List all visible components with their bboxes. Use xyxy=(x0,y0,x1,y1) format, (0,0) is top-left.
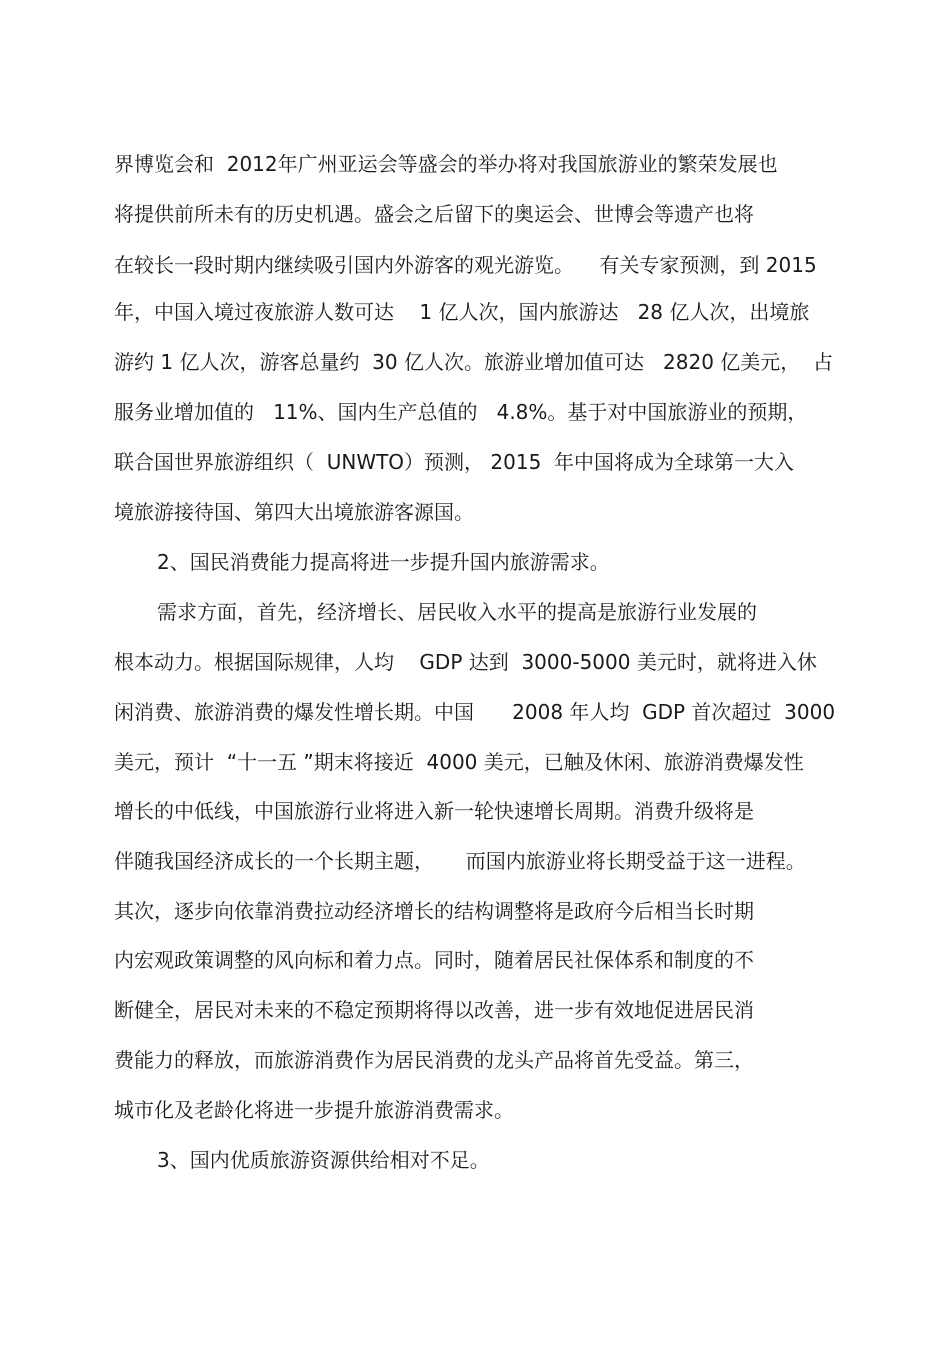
text-line: 需求方面，首先，经济增长、居民收入水平的提高是旅游行业发展的 xyxy=(157,600,757,624)
text-line: 服务业增加值的 11%、国内生产总值的 4.8%。基于对中国旅游业的预期， xyxy=(114,400,808,424)
text-line: 城市化及老龄化将进一步提升旅游消费需求。 xyxy=(114,1098,514,1122)
text-line: 将提供前所未有的历史机遇。盛会之后留下的奥运会、世博会等遗产也将 xyxy=(114,202,754,226)
text-line: 伴随我国经济成长的一个长期主题， 而国内旅游业将长期受益于这一进程。 xyxy=(114,849,806,873)
text-line: 闲消费、旅游消费的爆发性增长期。中国 2008 年人均 GDP 首次超过 3000 xyxy=(114,700,836,724)
text-line: 增长的中低线，中国旅游行业将进入新一轮快速增长周期。消费升级将是 xyxy=(114,799,754,823)
text-line: 游约 1 亿人次，游客总量约 30 亿人次。旅游业增加值可达 2820 亿美元， 占 xyxy=(114,350,834,374)
text-line: 断健全，居民对未来的不稳定预期将得以改善，进一步有效地促进居民消 xyxy=(114,998,754,1022)
text-line: 界博览会和 2012年广州亚运会等盛会的举办将对我国旅游业的繁荣发展也 xyxy=(114,152,778,176)
text-line: 年，中国入境过夜旅游人数可达 1 亿人次，国内旅游达 28 亿人次，出境旅 xyxy=(114,300,810,324)
text-line: 费能力的释放，而旅游消费作为居民消费的龙头产品将首先受益。第三， xyxy=(114,1048,754,1072)
text-line: 根本动力。根据国际规律，人均 GDP 达到 3000-5000 美元时，就将进入休 xyxy=(114,650,817,674)
section-heading: 2、国民消费能力提高将进一步提升国内旅游需求。 xyxy=(157,550,610,574)
text-line: 其次，逐步向依靠消费拉动经济增长的结构调整将是政府今后相当长时期 xyxy=(114,899,754,923)
text-line: 境旅游接待国、第四大出境旅游客源国。 xyxy=(114,500,474,524)
section-heading: 3、国内优质旅游资源供给相对不足。 xyxy=(157,1148,490,1172)
text-line: 联合国世界旅游组织（ UNWTO）预测， 2015 年中国将成为全球第一大入 xyxy=(114,450,795,474)
text-line: 在较长一段时期内继续吸引国内外游客的观光游览。 有关专家预测，到 2015 xyxy=(114,253,817,277)
text-line: 美元，预计 “十一五 ”期末将接近 4000 美元，已触及休闲、旅游消费爆发性 xyxy=(114,750,804,774)
text-line: 内宏观政策调整的风向标和着力点。同时，随着居民社保体系和制度的不 xyxy=(114,948,754,972)
